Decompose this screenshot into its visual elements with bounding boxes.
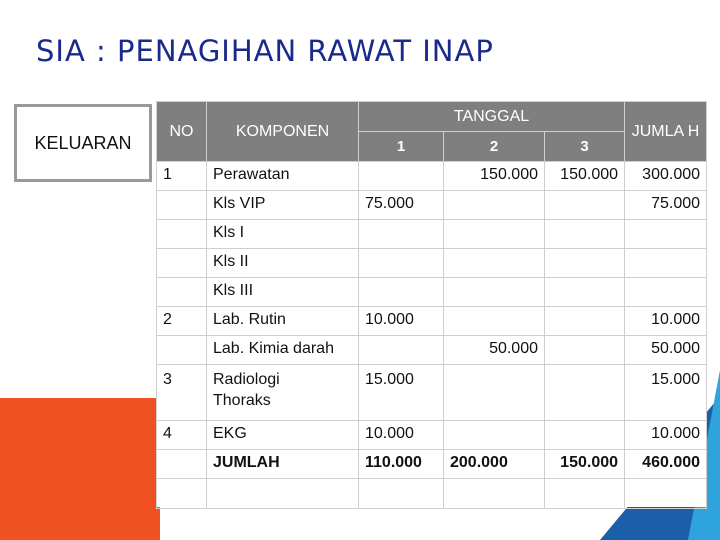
cell-day-2 <box>444 421 545 450</box>
slide-title: SIA : PENAGIHAN RAWAT INAP <box>36 34 494 68</box>
cell-day-1 <box>359 249 444 278</box>
billing-table-container <box>156 101 706 507</box>
cell-day-1 <box>359 278 444 307</box>
cell-jumlah: 75.000 <box>625 191 707 220</box>
table-row <box>157 307 707 336</box>
cell-jumlah: 50.000 <box>625 336 707 365</box>
cell-jumlah: 300.000 <box>625 162 707 191</box>
cell-day-1: 110.000 <box>359 450 444 479</box>
cell-day-2 <box>444 278 545 307</box>
cell-no: 2 <box>157 307 207 336</box>
cell-day-3 <box>545 307 625 336</box>
cell-jumlah <box>625 220 707 249</box>
cell-no <box>157 220 207 249</box>
cell-no <box>157 479 207 509</box>
cell-komponen: Lab. Rutin <box>207 307 359 336</box>
cell-jumlah <box>625 278 707 307</box>
table-row <box>157 365 707 421</box>
cell-day-3 <box>545 479 625 509</box>
cell-komponen: Radiologi Thoraks <box>207 365 359 421</box>
cell-jumlah: 10.000 <box>625 307 707 336</box>
cell-jumlah <box>625 479 707 509</box>
cell-day-2 <box>444 479 545 509</box>
cell-day-1 <box>359 336 444 365</box>
cell-day-1: 10.000 <box>359 421 444 450</box>
cell-no: 3 <box>157 365 207 421</box>
keluaran-label-box <box>14 104 152 182</box>
cell-day-3 <box>545 336 625 365</box>
cell-komponen: Perawatan <box>207 162 359 191</box>
billing-table <box>156 101 707 509</box>
table-row <box>157 249 707 278</box>
cell-day-2 <box>444 220 545 249</box>
header-day-3: 3 <box>545 132 625 162</box>
table-row-total <box>157 450 707 479</box>
header-komponen: KOMPONEN <box>207 102 359 162</box>
table-row <box>157 421 707 450</box>
cell-day-2: 200.000 <box>444 450 545 479</box>
cell-day-1 <box>359 162 444 191</box>
cell-komponen: Kls II <box>207 249 359 278</box>
cell-komponen: Kls I <box>207 220 359 249</box>
table-row <box>157 479 707 509</box>
cell-komponen: JUMLAH <box>207 450 359 479</box>
header-no: NO <box>157 102 207 162</box>
decorative-orange-band <box>0 398 160 540</box>
cell-no <box>157 450 207 479</box>
cell-day-2 <box>444 365 545 421</box>
cell-day-3: 150.000 <box>545 450 625 479</box>
keluaran-label: KELUARAN <box>34 132 132 153</box>
header-tanggal: TANGGAL <box>359 102 625 132</box>
cell-jumlah: 460.000 <box>625 450 707 479</box>
cell-komponen: Kls III <box>207 278 359 307</box>
table-row <box>157 162 707 191</box>
header-day-2: 2 <box>444 132 545 162</box>
cell-komponen: Lab. Kimia darah <box>207 336 359 365</box>
cell-day-2 <box>444 191 545 220</box>
cell-day-1: 10.000 <box>359 307 444 336</box>
cell-day-1: 15.000 <box>359 365 444 421</box>
table-row <box>157 278 707 307</box>
cell-day-1 <box>359 220 444 249</box>
table-row <box>157 336 707 365</box>
cell-komponen: EKG <box>207 421 359 450</box>
cell-komponen <box>207 479 359 509</box>
cell-day-2: 50.000 <box>444 336 545 365</box>
cell-no <box>157 191 207 220</box>
cell-jumlah: 10.000 <box>625 421 707 450</box>
cell-jumlah: 15.000 <box>625 365 707 421</box>
cell-no: 1 <box>157 162 207 191</box>
cell-no: 4 <box>157 421 207 450</box>
cell-day-3 <box>545 191 625 220</box>
cell-day-3 <box>545 365 625 421</box>
cell-day-2: 150.000 <box>444 162 545 191</box>
cell-no <box>157 336 207 365</box>
cell-jumlah <box>625 249 707 278</box>
header-jumlah: JUMLA H <box>625 102 707 162</box>
cell-komponen: Kls VIP <box>207 191 359 220</box>
cell-day-3 <box>545 421 625 450</box>
table-row <box>157 220 707 249</box>
cell-day-1 <box>359 479 444 509</box>
header-day-1: 1 <box>359 132 444 162</box>
cell-day-3 <box>545 249 625 278</box>
cell-day-3 <box>545 278 625 307</box>
cell-day-2 <box>444 307 545 336</box>
cell-no <box>157 249 207 278</box>
cell-day-3 <box>545 220 625 249</box>
cell-day-2 <box>444 249 545 278</box>
cell-day-1: 75.000 <box>359 191 444 220</box>
cell-no <box>157 278 207 307</box>
cell-day-3: 150.000 <box>545 162 625 191</box>
table-row <box>157 191 707 220</box>
